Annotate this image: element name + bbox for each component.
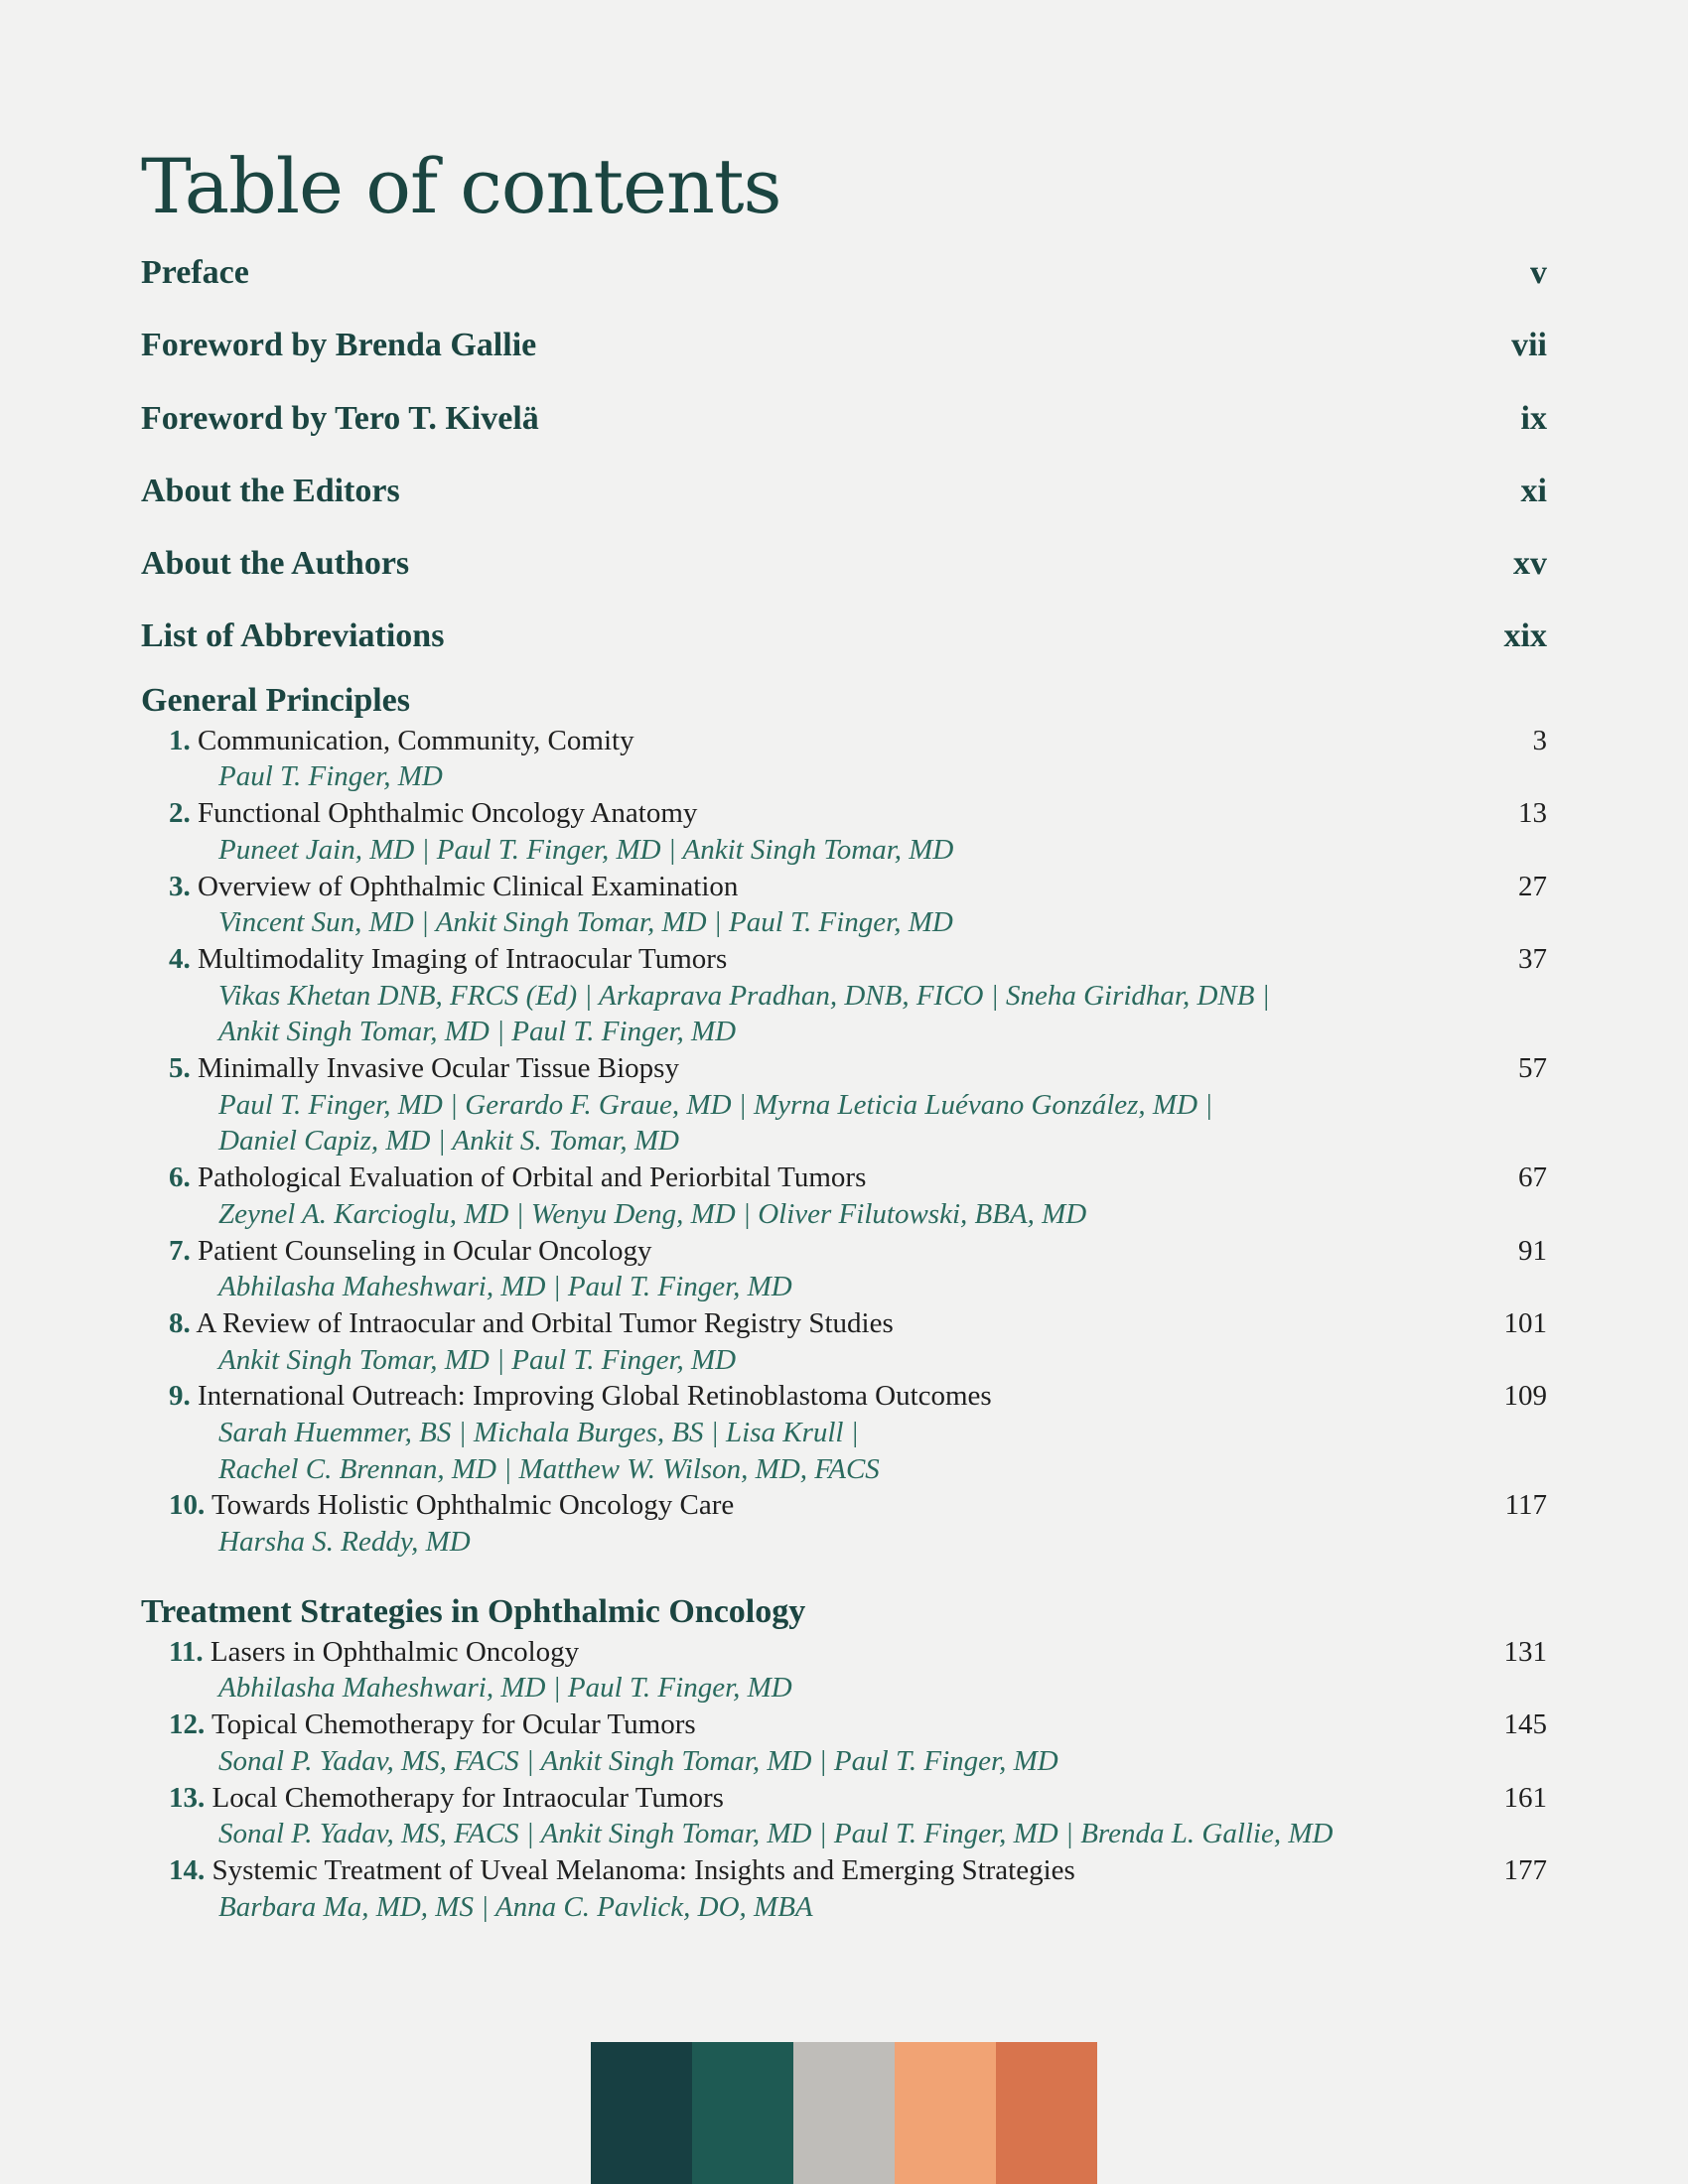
chapter-entry[interactable]	[141, 1634, 1547, 1706]
chapter-title: Functional Ophthalmic Oncology Anatomy	[198, 797, 698, 830]
chapter-authors: Vikas Khetan DNB, FRCS (Ed) | Arkaprava Pradhan, DNB, FICO | Sneha Giridhar, DNB |	[218, 979, 1270, 1012]
chapter-title: Local Chemotherapy for Intraocular Tumors	[211, 1781, 724, 1814]
chapter-number: 5.	[169, 1052, 191, 1085]
chapter-authors: Paul T. Finger, MD | Gerardo F. Graue, MD | Myrna Leticia Luévano González, MD |	[218, 1088, 1213, 1121]
chapter-heading	[141, 1487, 734, 1524]
front-matter-list	[141, 236, 1547, 673]
chapter-number: 2.	[169, 797, 191, 830]
front-matter-label: List of Abbreviations	[141, 617, 445, 655]
chapter-number: 6.	[169, 1161, 191, 1194]
chapter-title: Communication, Community, Comity	[198, 724, 634, 756]
chapter-line	[141, 1233, 1547, 1270]
chapter-authors: Barbara Ma, MD, MS | Anna C. Pavlick, DO, MBA	[218, 1890, 813, 1923]
chapter-title: Lasers in Ophthalmic Oncology	[210, 1635, 580, 1668]
chapter-page-number: 91	[1518, 1234, 1547, 1267]
chapter-page-number: 131	[1503, 1635, 1547, 1668]
color-bar	[591, 2042, 1097, 2184]
chapter-heading	[141, 1780, 724, 1817]
chapter-authors: Harsha S. Reddy, MD	[218, 1526, 471, 1559]
chapter-line	[141, 723, 1547, 759]
chapter-line	[141, 1160, 1547, 1196]
chapter-heading	[141, 1634, 579, 1671]
front-matter-item[interactable]	[141, 600, 1547, 672]
chapter-title: Overview of Ophthalmic Clinical Examination	[198, 870, 739, 902]
chapter-authors: Rachel C. Brennan, MD | Matthew W. Wilson, MD, FACS	[218, 1452, 880, 1485]
chapter-entry[interactable]	[141, 1378, 1547, 1487]
chapter-authors: Puneet Jain, MD | Paul T. Finger, MD | Ankit Singh Tomar, MD	[218, 833, 954, 866]
chapter-title: International Outreach: Improving Global Retinoblastoma Outcomes	[198, 1380, 992, 1413]
front-matter-label: Foreword by Tero T. Kivelä	[141, 399, 539, 437]
chapter-heading	[141, 1378, 992, 1415]
chapter-line	[141, 941, 1547, 978]
chapter-line	[141, 1487, 1547, 1524]
chapter-line	[141, 1852, 1547, 1889]
chapter-line	[141, 1050, 1547, 1087]
front-matter-page: xv	[1513, 545, 1547, 583]
chapter-number: 9.	[169, 1380, 191, 1413]
toc-page	[141, 137, 1547, 1925]
chapter-line	[141, 1305, 1547, 1342]
chapter-heading	[141, 941, 727, 978]
chapter-page-number: 3	[1532, 724, 1547, 756]
chapter-title: Multimodality Imaging of Intraocular Tumors	[198, 942, 728, 975]
color-swatch	[692, 2042, 793, 2184]
front-matter-page: vii	[1511, 327, 1547, 364]
chapter-title: Topical Chemotherapy for Ocular Tumors	[211, 1708, 696, 1741]
chapter-heading	[141, 1706, 696, 1743]
front-matter-item[interactable]	[141, 455, 1547, 527]
chapter-heading	[141, 1852, 1075, 1889]
chapter-entry[interactable]	[141, 795, 1547, 868]
section-title[interactable]: Treatment Strategies in Ophthalmic Oncology	[141, 1592, 806, 1630]
chapter-authors: Paul T. Finger, MD	[218, 760, 443, 793]
chapter-entry[interactable]	[141, 1852, 1547, 1925]
chapter-line	[141, 1378, 1547, 1415]
chapter-page-number: 67	[1518, 1161, 1547, 1194]
chapter-authors: Sarah Huemmer, BS | Michala Burges, BS | Lisa Krull |	[218, 1417, 859, 1448]
chapter-entry[interactable]	[141, 1305, 1547, 1378]
front-matter-item[interactable]	[141, 309, 1547, 381]
chapter-authors: Sonal P. Yadav, MS, FACS | Ankit Singh Tomar, MD | Paul T. Finger, MD	[218, 1744, 1058, 1777]
chapter-page-number: 161	[1503, 1781, 1547, 1814]
front-matter-item[interactable]	[141, 236, 1547, 309]
chapter-entry[interactable]	[141, 723, 1547, 795]
chapter-heading	[141, 1160, 866, 1196]
chapter-number: 1.	[169, 724, 191, 756]
chapter-heading	[141, 869, 738, 905]
chapter-number: 12.	[169, 1708, 206, 1741]
chapter-title: Towards Holistic Ophthalmic Oncology Care	[211, 1489, 735, 1522]
front-matter-item[interactable]	[141, 527, 1547, 600]
chapter-entry[interactable]	[141, 1780, 1547, 1852]
chapter-title: A Review of Intraocular and Orbital Tumor Registry Studies	[196, 1306, 894, 1339]
chapter-page-number: 57	[1518, 1052, 1547, 1085]
front-matter-page: ix	[1520, 399, 1547, 437]
chapter-title: Minimally Invasive Ocular Tissue Biopsy	[198, 1052, 679, 1085]
front-matter-page: xi	[1520, 472, 1547, 509]
chapter-entry[interactable]	[141, 1160, 1547, 1232]
chapter-page-number: 27	[1518, 870, 1547, 902]
chapter-number: 13.	[169, 1781, 206, 1814]
chapter-entry[interactable]	[141, 941, 1547, 1050]
chapter-title: Patient Counseling in Ocular Oncology	[198, 1234, 652, 1267]
chapter-authors: Ankit Singh Tomar, MD | Paul T. Finger, MD	[218, 1016, 737, 1048]
chapter-number: 3.	[169, 870, 191, 902]
chapter-line	[141, 1634, 1547, 1671]
front-matter-label: About the Editors	[141, 472, 400, 509]
chapter-page-number: 13	[1518, 797, 1547, 830]
chapter-heading	[141, 1305, 894, 1342]
chapter-authors: Ankit Singh Tomar, MD | Paul T. Finger, MD	[218, 1343, 737, 1376]
chapter-line	[141, 1780, 1547, 1817]
chapter-page-number: 109	[1503, 1380, 1547, 1413]
front-matter-label: Preface	[141, 254, 249, 291]
sections-container	[141, 679, 1547, 1926]
chapter-number: 14.	[169, 1853, 206, 1886]
page-title: Table of contents	[141, 142, 781, 230]
chapter-line	[141, 1706, 1547, 1743]
chapter-authors: Vincent Sun, MD | Ankit Singh Tomar, MD | Paul T. Finger, MD	[218, 906, 953, 939]
chapter-line	[141, 795, 1547, 832]
chapter-title: Pathological Evaluation of Orbital and Periorbital Tumors	[198, 1161, 867, 1194]
chapter-authors: Zeynel A. Karcioglu, MD | Wenyu Deng, MD | Oliver Filutowski, BBA, MD	[218, 1197, 1087, 1230]
front-matter-label: Foreword by Brenda Gallie	[141, 327, 537, 364]
chapter-heading	[141, 795, 697, 832]
front-matter-page: v	[1530, 254, 1547, 291]
chapter-number: 11.	[169, 1635, 204, 1668]
section-title[interactable]: General Principles	[141, 681, 411, 719]
chapter-page-number: 145	[1503, 1708, 1547, 1741]
chapter-heading	[141, 1050, 679, 1087]
chapter-entry[interactable]	[141, 1050, 1547, 1160]
chapter-number: 7.	[169, 1234, 191, 1267]
front-matter-page: xix	[1503, 617, 1547, 655]
chapter-entry[interactable]	[141, 1706, 1547, 1779]
color-swatch	[996, 2042, 1097, 2184]
chapter-entry[interactable]	[141, 1487, 1547, 1560]
color-swatch	[793, 2042, 895, 2184]
front-matter-label: About the Authors	[141, 545, 410, 583]
chapter-number: 8.	[169, 1306, 191, 1339]
chapter-authors: Daniel Capiz, MD | Ankit S. Tomar, MD	[218, 1125, 679, 1158]
color-swatch	[591, 2042, 692, 2184]
chapter-page-number: 177	[1503, 1853, 1547, 1886]
color-swatch	[895, 2042, 996, 2184]
chapter-authors: Sonal P. Yadav, MS, FACS | Ankit Singh Tomar, MD | Paul T. Finger, MD | Brenda L. Gallie, MD	[218, 1818, 1334, 1850]
chapter-page-number: 37	[1518, 942, 1547, 975]
chapter-entry[interactable]	[141, 1233, 1547, 1305]
chapter-number: 10.	[169, 1489, 206, 1522]
chapter-heading	[141, 723, 634, 759]
chapter-page-number: 117	[1504, 1489, 1547, 1522]
chapter-heading	[141, 1233, 652, 1270]
chapter-page-number: 101	[1503, 1306, 1547, 1339]
chapter-authors: Abhilasha Maheshwari, MD | Paul T. Finger, MD	[218, 1271, 792, 1303]
chapter-line	[141, 869, 1547, 905]
front-matter-item[interactable]	[141, 382, 1547, 455]
chapter-number: 4.	[169, 942, 191, 975]
chapter-entry[interactable]	[141, 869, 1547, 941]
chapter-title: Systemic Treatment of Uveal Melanoma: Insights and Emerging Strategies	[211, 1853, 1075, 1886]
chapter-authors: Abhilasha Maheshwari, MD | Paul T. Finger, MD	[218, 1672, 792, 1705]
